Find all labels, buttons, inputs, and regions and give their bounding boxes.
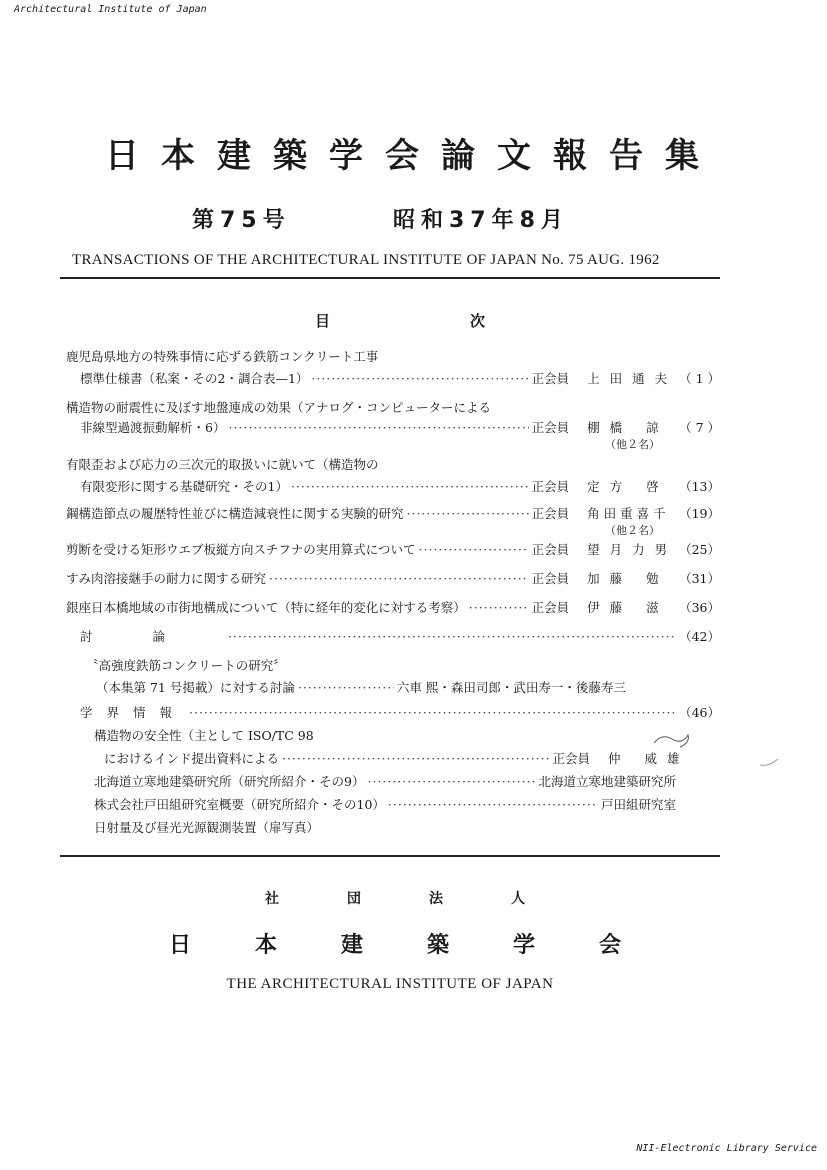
entry-title-line-2: 非線型過渡振動解析・6） [80,420,226,435]
entry-title-line-1: 構造物の耐震性に及ぼす地盤連成の効果（アナログ・コンピューターによる [66,400,492,415]
author-name: 上田通夫 [587,371,678,386]
member-role: 正会員 [531,542,570,557]
dot-leader [311,371,528,387]
publisher-english-name: THE ARCHITECTURAL INSTITUTE OF JAPAN [226,976,554,992]
toc-heading-char-2: 次 [470,312,486,330]
dot-leader [291,479,529,495]
publisher-char: 日 [168,933,191,958]
header-institute-label: Architectural Institute of Japan [14,4,207,15]
corp-char: 団 [347,891,361,907]
ink-mark-small [758,755,782,771]
corp-char: 人 [511,891,525,907]
dot-leader [189,705,676,721]
publisher-char: 本 [254,933,277,958]
toc-discussion-section[interactable] [66,629,720,696]
page-number: （36） [679,600,720,615]
news-item-3: 株式会社戸田組研究室概要（研究所紹介・その10） [94,797,385,812]
toc-heading [0,310,790,331]
member-role: 正会員 [531,479,570,494]
dot-leader [228,420,528,436]
publisher-char: 建 [340,933,363,958]
toc-entry-6[interactable] [66,571,720,587]
english-title: TRANSACTIONS OF THE ARCHITECTURAL INSTITUTE OF JAPAN No. 75 AUG. 1962 [72,252,660,268]
discussion-item-title: 〝高強度鉄筋コンクリートの研究〞 [86,658,286,673]
publisher-char: 会 [598,933,621,958]
dot-leader [367,774,535,790]
news-item-3-author: 戸田組研究室 [600,797,676,812]
entry-title-line-2: 標準仕様書（私案・その2・調合表—1） [80,371,309,386]
dot-leader [298,680,394,696]
journal-title: 日本建築学会論文報告集 [105,136,721,176]
coauthor-note: （他２名） [605,438,660,451]
issue-number: 第75号 [192,208,291,233]
dot-leader [228,629,676,645]
discussion-label: 討論 [80,629,226,644]
toc-entry-2[interactable] [66,400,720,451]
news-item-1-line-2: におけるインド提出資料による [104,751,280,766]
entry-title-line-1: 有限歪および応力の三次元的取扱いに就いて（構造物の [66,457,379,472]
news-item-1-line-1: 構造物の安全性（主として ISO/TC 98 [94,728,314,743]
page-number: （31） [679,571,720,586]
publisher-name [0,928,790,959]
footer-library-label: NII-Electronic Library Service [636,1143,817,1154]
news-item-4: 日射量及び昼光光源観測装置（扉写真） [94,820,320,835]
toc-heading-char-1: 目 [314,312,330,330]
dot-leader [469,600,529,616]
author-name: 伊藤 滋 [587,600,669,615]
publisher-char: 学 [512,933,535,958]
bottom-divider [60,855,720,857]
page-number: （ 7 ） [679,420,720,435]
top-divider [60,277,720,279]
author-name: 定方 啓 [587,479,669,494]
entry-title: 剪断を受ける矩形ウエブ板縦方向スチフナの実用算式について [66,542,416,557]
toc-news-section[interactable] [66,705,720,836]
news-item-2: 北海道立寒地建築研究所（研究所紹介・その9） [94,774,365,789]
news-item-2-author: 北海道立寒地建築研究所 [538,774,676,789]
member-role: 正会員 [531,600,570,615]
ink-mark [652,729,692,753]
discussion-item-subtitle: （本集第 71 号掲載）に対する討論 [96,680,295,695]
member-role: 正会員 [531,571,570,586]
member-role: 正会員 [552,751,590,766]
member-role: 正会員 [531,506,570,521]
page-number: （46） [679,705,720,720]
author-name: 角田重喜千 [587,506,670,521]
page-number: （13） [679,479,720,494]
toc-entry-1[interactable] [66,349,720,387]
discussion-authors: 六車 熙・森田司郎・武田寿一・後藤寿三 [396,680,626,695]
entry-title-line-2: 有限変形に関する基礎研究・その1） [80,479,288,494]
member-role: 正会員 [531,371,570,386]
page-number: （25） [679,542,720,557]
corp-char: 社 [265,891,279,907]
entry-title: 鋼構造節点の履歴特性並びに構造減衰性に関する実験的研究 [66,506,404,521]
corporate-type [0,888,790,908]
coauthor-note: （他２名） [605,524,660,537]
toc-entry-5[interactable] [66,542,720,558]
corp-char: 法 [429,891,443,907]
author-name: 棚橋 諒 [587,420,669,435]
page-number: （19） [679,506,720,521]
author-name: 加藤 勉 [587,571,669,586]
toc-entry-4[interactable] [66,506,720,537]
publisher-char: 築 [426,933,449,958]
dot-leader [419,542,529,558]
news-label: 学界情報 [80,705,187,720]
dot-leader [407,506,529,522]
page-number: （ 1 ） [679,371,720,386]
entry-title: すみ肉溶接継手の耐力に関する研究 [66,571,267,586]
entry-title: 銀座日本橋地域の市街地構成について（特に経年的変化に対する考察） [66,600,466,615]
toc-entry-3[interactable] [66,457,720,495]
page-number: （42） [679,629,720,644]
entry-title-line-1: 鹿児島県地方の特殊事情に応ずる鉄筋コンクリート工事 [66,349,379,364]
toc-entry-7[interactable] [66,600,720,616]
author-name: 望月力男 [587,542,678,557]
member-role: 正会員 [531,420,570,435]
dot-leader [282,751,549,767]
issue-date: 昭和37年8月 [393,208,569,233]
author-name: 仲 威雄 [608,751,690,766]
dot-leader [388,797,598,813]
dot-leader [269,571,529,587]
